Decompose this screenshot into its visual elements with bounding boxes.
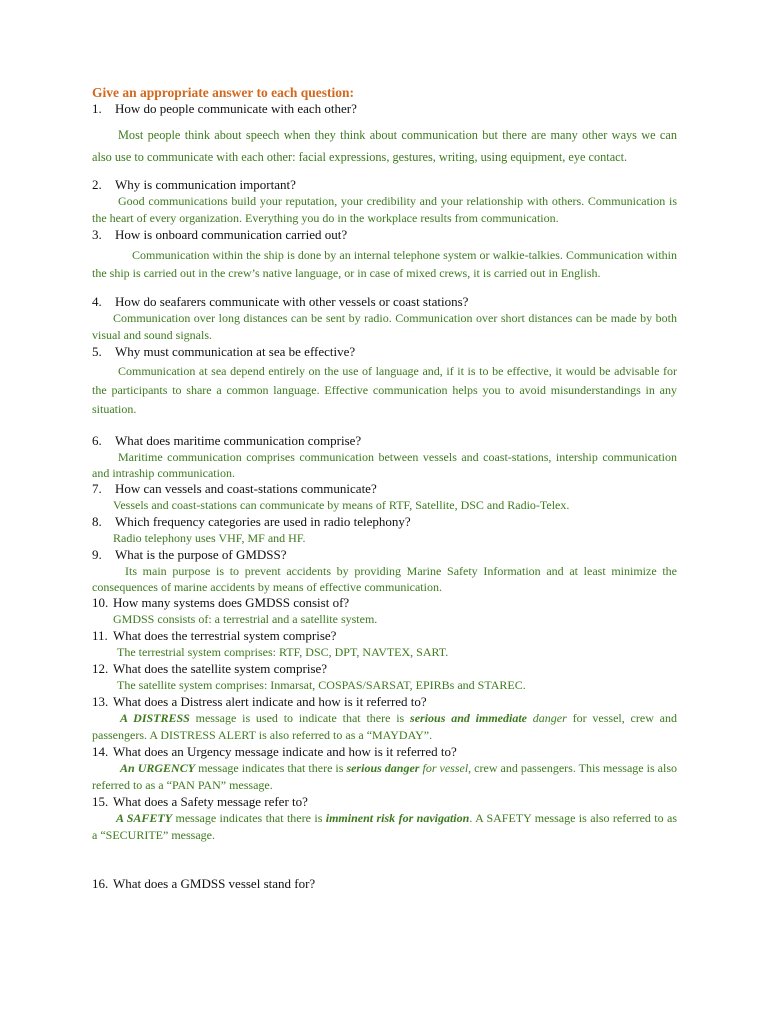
question-number: 14. [92,744,109,759]
question-10 [92,595,677,611]
question-number: 11. [92,628,108,643]
question-number: 8. [92,514,102,529]
answer-6: Maritime communication comprises communication between vessels and coast-stations, intership communication and intraship communication. [92,450,677,480]
question-number: 5. [92,344,102,359]
question-number: 7. [92,481,102,496]
question-12 [92,661,677,677]
answer-12: The satellite system comprises: Inmarsat, COSPAS/SARSAT, EPIRBs and STAREC. [117,678,526,692]
question-9 [92,547,677,563]
answer-10: GMDSS consists of: a terrestrial and a satellite system. [113,612,378,626]
answer-13 [92,710,677,744]
question-7 [92,481,677,497]
question-number: 15. [92,794,109,809]
question-4 [92,294,677,310]
emphasis: serious and immediate [410,711,527,725]
question-text: What does a Distress alert indicate and how is it referred to? [113,694,427,709]
question-text: Why is communication important? [115,177,296,192]
question-text: Why must communication at sea be effective? [115,344,356,359]
question-11 [92,628,677,644]
question-8 [92,514,677,530]
question-number: 13. [92,694,109,709]
question-5 [92,344,677,360]
question-text: What does a GMDSS vessel stand for? [113,876,316,891]
answer-7: Vessels and coast-stations can communicate by means of RTF, Satellite, DSC and Radio-Telex. [113,498,570,512]
question-number: 6. [92,433,102,448]
question-2 [92,177,677,193]
question-number: 3. [92,227,102,242]
emphasis: A SAFETY [116,811,173,825]
answer-text: . A SAFETY message is also referred to as a “SECURITE” message. [92,811,678,842]
question-text: What is the purpose of GMDSS? [115,547,287,562]
emphasis: A DISTRESS [120,711,190,725]
answer-14 [92,760,677,794]
answer-9: Its main purpose is to prevent accidents by providing Marine Safety Information and at least minimize the consequences of marine accidents by means of effective communication. [92,564,677,594]
answer-4: Communication over long distances can be sent by radio. Communication over short distances can be made by both visual and sound signals. [92,311,677,342]
question-3 [92,227,677,243]
answer-text: message is used to indicate that there is [189,711,411,725]
answer-text: message indicates that there is [172,811,326,825]
answer-text: message indicates that there is [195,761,347,775]
answer-8: Radio telephony uses VHF, MF and HF. [113,531,306,545]
question-text: What does the terrestrial system comprise? [113,628,337,643]
answer-15 [92,810,677,844]
answer-3: Communication within the ship is done by an internal telephone system or walkie-talkies. Communication within the ship is carried out in the crew’s native language, or in case of mixed crews, it is carried out in English. [92,248,677,280]
document-page [92,84,677,892]
question-1 [92,101,677,117]
answer-5: Communication at sea depend entirely on the use of language and, if it is to be effective, it would be advisable for the participants to share a common language. Effective communication helps you to avoid misunderstandings in any situation. [92,364,677,416]
question-14 [92,744,677,760]
question-6 [92,433,677,449]
instructions-heading: Give an appropriate answer to each question: [92,85,355,100]
question-number: 12. [92,661,109,676]
question-text: How can vessels and coast-stations communicate? [115,481,377,496]
question-text: Which frequency categories are used in radio telephony? [115,514,411,529]
question-number: 4. [92,294,102,309]
question-number: 2. [92,177,102,192]
question-16 [92,876,677,892]
question-text: How many systems does GMDSS consist of? [113,595,350,610]
question-number: 1. [92,101,102,116]
answer-text: , crew and passengers. This message is also referred to as a “PAN PAN” message. [92,761,677,792]
italic-text: danger [527,711,567,725]
question-text: How do seafarers communicate with other vessels or coast stations? [115,294,469,309]
italic-text: for vessel [419,761,469,775]
question-text: How do people communicate with each other? [115,101,357,116]
emphasis: serious danger [346,761,420,775]
question-text: What does an Urgency message indicate and how is it referred to? [113,744,457,759]
answer-11: The terrestrial system comprises: RTF, DSC, DPT, NAVTEX, SART. [117,645,449,659]
question-number: 16. [92,876,109,891]
question-13 [92,694,677,710]
question-text: What does the satellite system comprise? [113,661,328,676]
answer-2: Good communications build your reputation, your credibility and your relationship with others. Communication is the heart of every organization. Everything you do in the workplace results from communication. [92,194,677,225]
emphasis: imminent risk for navigation [325,811,470,825]
question-text: What does a Safety message refer to? [113,794,308,809]
question-number: 10. [92,595,109,610]
question-15 [92,794,677,810]
question-number: 9. [92,547,102,562]
question-text: How is onboard communication carried out? [115,227,348,242]
answer-1: Most people think about speech when they think about communication but there are many other ways we can also use to communicate with each other: facial expressions, gestures, writing, using equipment, eye contact. [92,128,677,164]
question-text: What does maritime communication comprise? [115,433,362,448]
answer-text: for vessel, crew and passengers. A DISTRESS ALERT is also referred to as a “MAYDAY”. [92,711,677,742]
emphasis: An URGENCY [120,761,196,775]
